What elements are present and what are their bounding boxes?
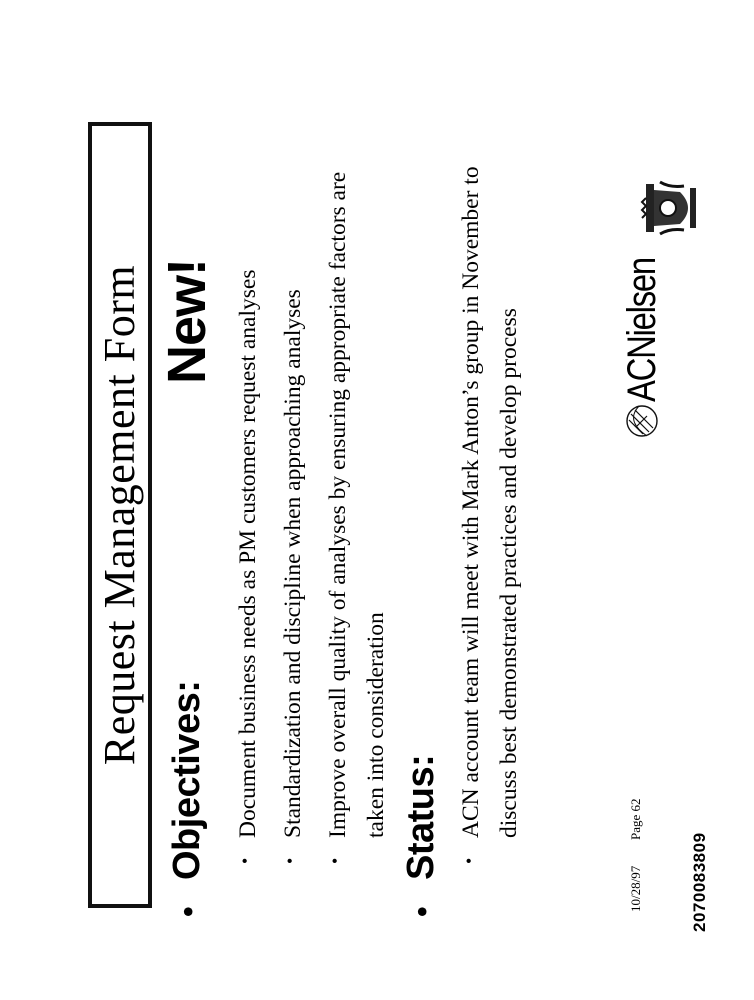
status-item-1: ACN account team will meet with Mark Anton’s group in November to discuss best demonstrated practices and develop process (458, 166, 522, 838)
objective-item-1: Document business needs as PM customers request analyses (235, 269, 261, 838)
status-heading: Status: (400, 754, 442, 880)
footer-page: Page 62 (628, 798, 643, 840)
document-id: 2070083809 (690, 832, 709, 932)
bullet-small-dot-icon: • (325, 857, 345, 864)
title-box (88, 122, 152, 908)
brand-name: ACNielsen (620, 258, 664, 402)
slide-title: Request Management Form (95, 264, 144, 766)
bullet-small-dot-icon: • (280, 857, 300, 864)
bullet-small-dot-icon: • (459, 857, 479, 864)
new-badge: New! (157, 258, 217, 384)
bullet-dot-icon: • (168, 905, 208, 918)
objective-item-2: Standardization and discipline when approaching analyses (280, 289, 306, 838)
bullet-dot-icon: • (402, 905, 442, 918)
crest-emblem-icon (640, 178, 704, 238)
brand-logo (622, 227, 662, 440)
bullet-small-dot-icon: • (235, 857, 255, 864)
globe-emblem-icon (623, 402, 661, 440)
footer-date: 10/28/97 (628, 865, 643, 912)
objective-item-3: Improve overall quality of analyses by ensuring appropriate factors are taken into consideration (325, 171, 389, 838)
objectives-heading: Objectives: (166, 680, 208, 880)
